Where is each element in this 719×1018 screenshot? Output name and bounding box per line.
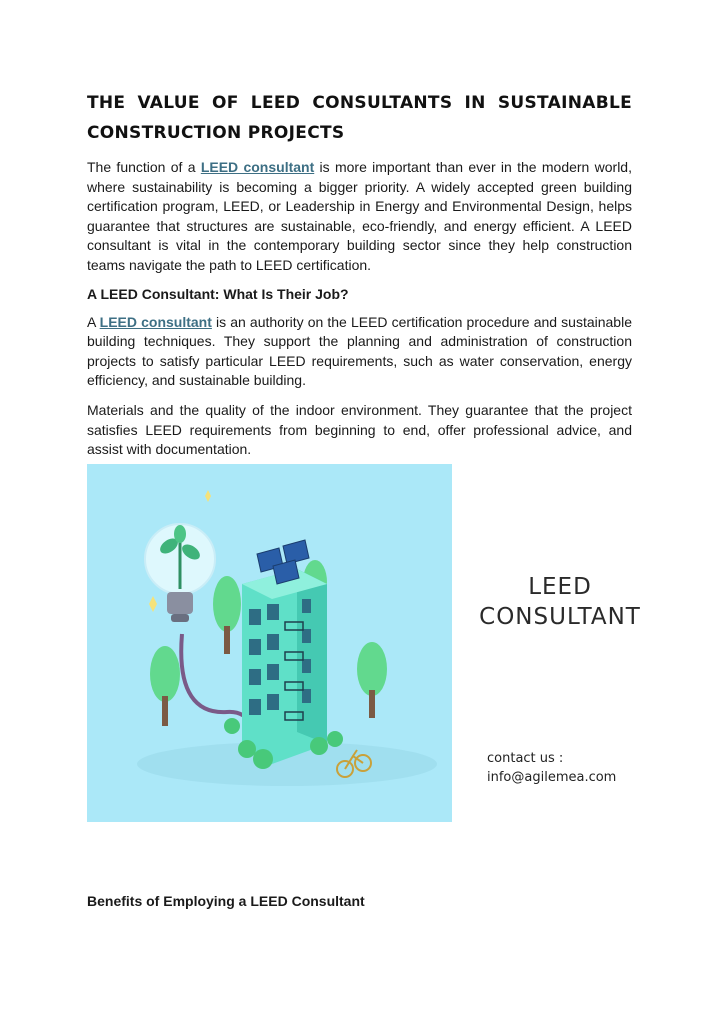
job-text-rest: is an authority on the LEED certification procedure and sustainable building techniques. They support the planning and administration of construction projects to satisfy particular LEED requirements, such as water conservation, energy efficiency, and sustainable building. bbox=[87, 313, 632, 389]
banner-title-line2: CONSULTANT bbox=[479, 604, 641, 630]
job-paragraph bbox=[87, 313, 632, 391]
banner-title-line1: LEED bbox=[528, 574, 592, 600]
contact-label: contact us : bbox=[487, 751, 564, 766]
section-heading-benefits: Benefits of Employing a LEED Consultant bbox=[87, 893, 365, 909]
contact-email[interactable]: info@agilemea.com bbox=[487, 770, 617, 785]
leed-consultant-link[interactable]: LEED consultant bbox=[200, 159, 315, 175]
green-building-icon bbox=[87, 464, 452, 822]
banner-title bbox=[470, 572, 650, 632]
article-title: THE VALUE OF LEED CONSULTANTS IN SUSTAINABLE CONSTRUCTION PROJECTS bbox=[87, 93, 632, 143]
materials-paragraph: Materials and the quality of the indoor environment. They guarantee that the project satisfies LEED requirements from beginning to end, offer professional advice, and assist with documentation. bbox=[87, 401, 632, 458]
intro-text-start: The function of a bbox=[87, 159, 201, 175]
article bbox=[87, 88, 632, 460]
contact-block bbox=[487, 749, 616, 787]
job-text-start: A bbox=[87, 313, 100, 330]
leed-illustration bbox=[87, 464, 452, 822]
intro-paragraph bbox=[87, 158, 632, 276]
section-heading-job: A LEED Consultant: What Is Their Job? bbox=[87, 285, 349, 302]
leed-consultant-link-2[interactable]: LEED consultant bbox=[99, 313, 212, 330]
light-bulb-plant-icon bbox=[145, 524, 215, 622]
intro-text-rest: is more important than ever in the modern world, where sustainability is becoming a bigger priority. A widely accepted green building certification program, LEED, or Leadership in Energy and Environmental Design, helps guarantee that structures are sustainable, eco-friendly, and energy efficient. A LEED consultant is vital in the contemporary building sector since they help construction teams navigate the path to LEED certification. bbox=[87, 159, 632, 273]
